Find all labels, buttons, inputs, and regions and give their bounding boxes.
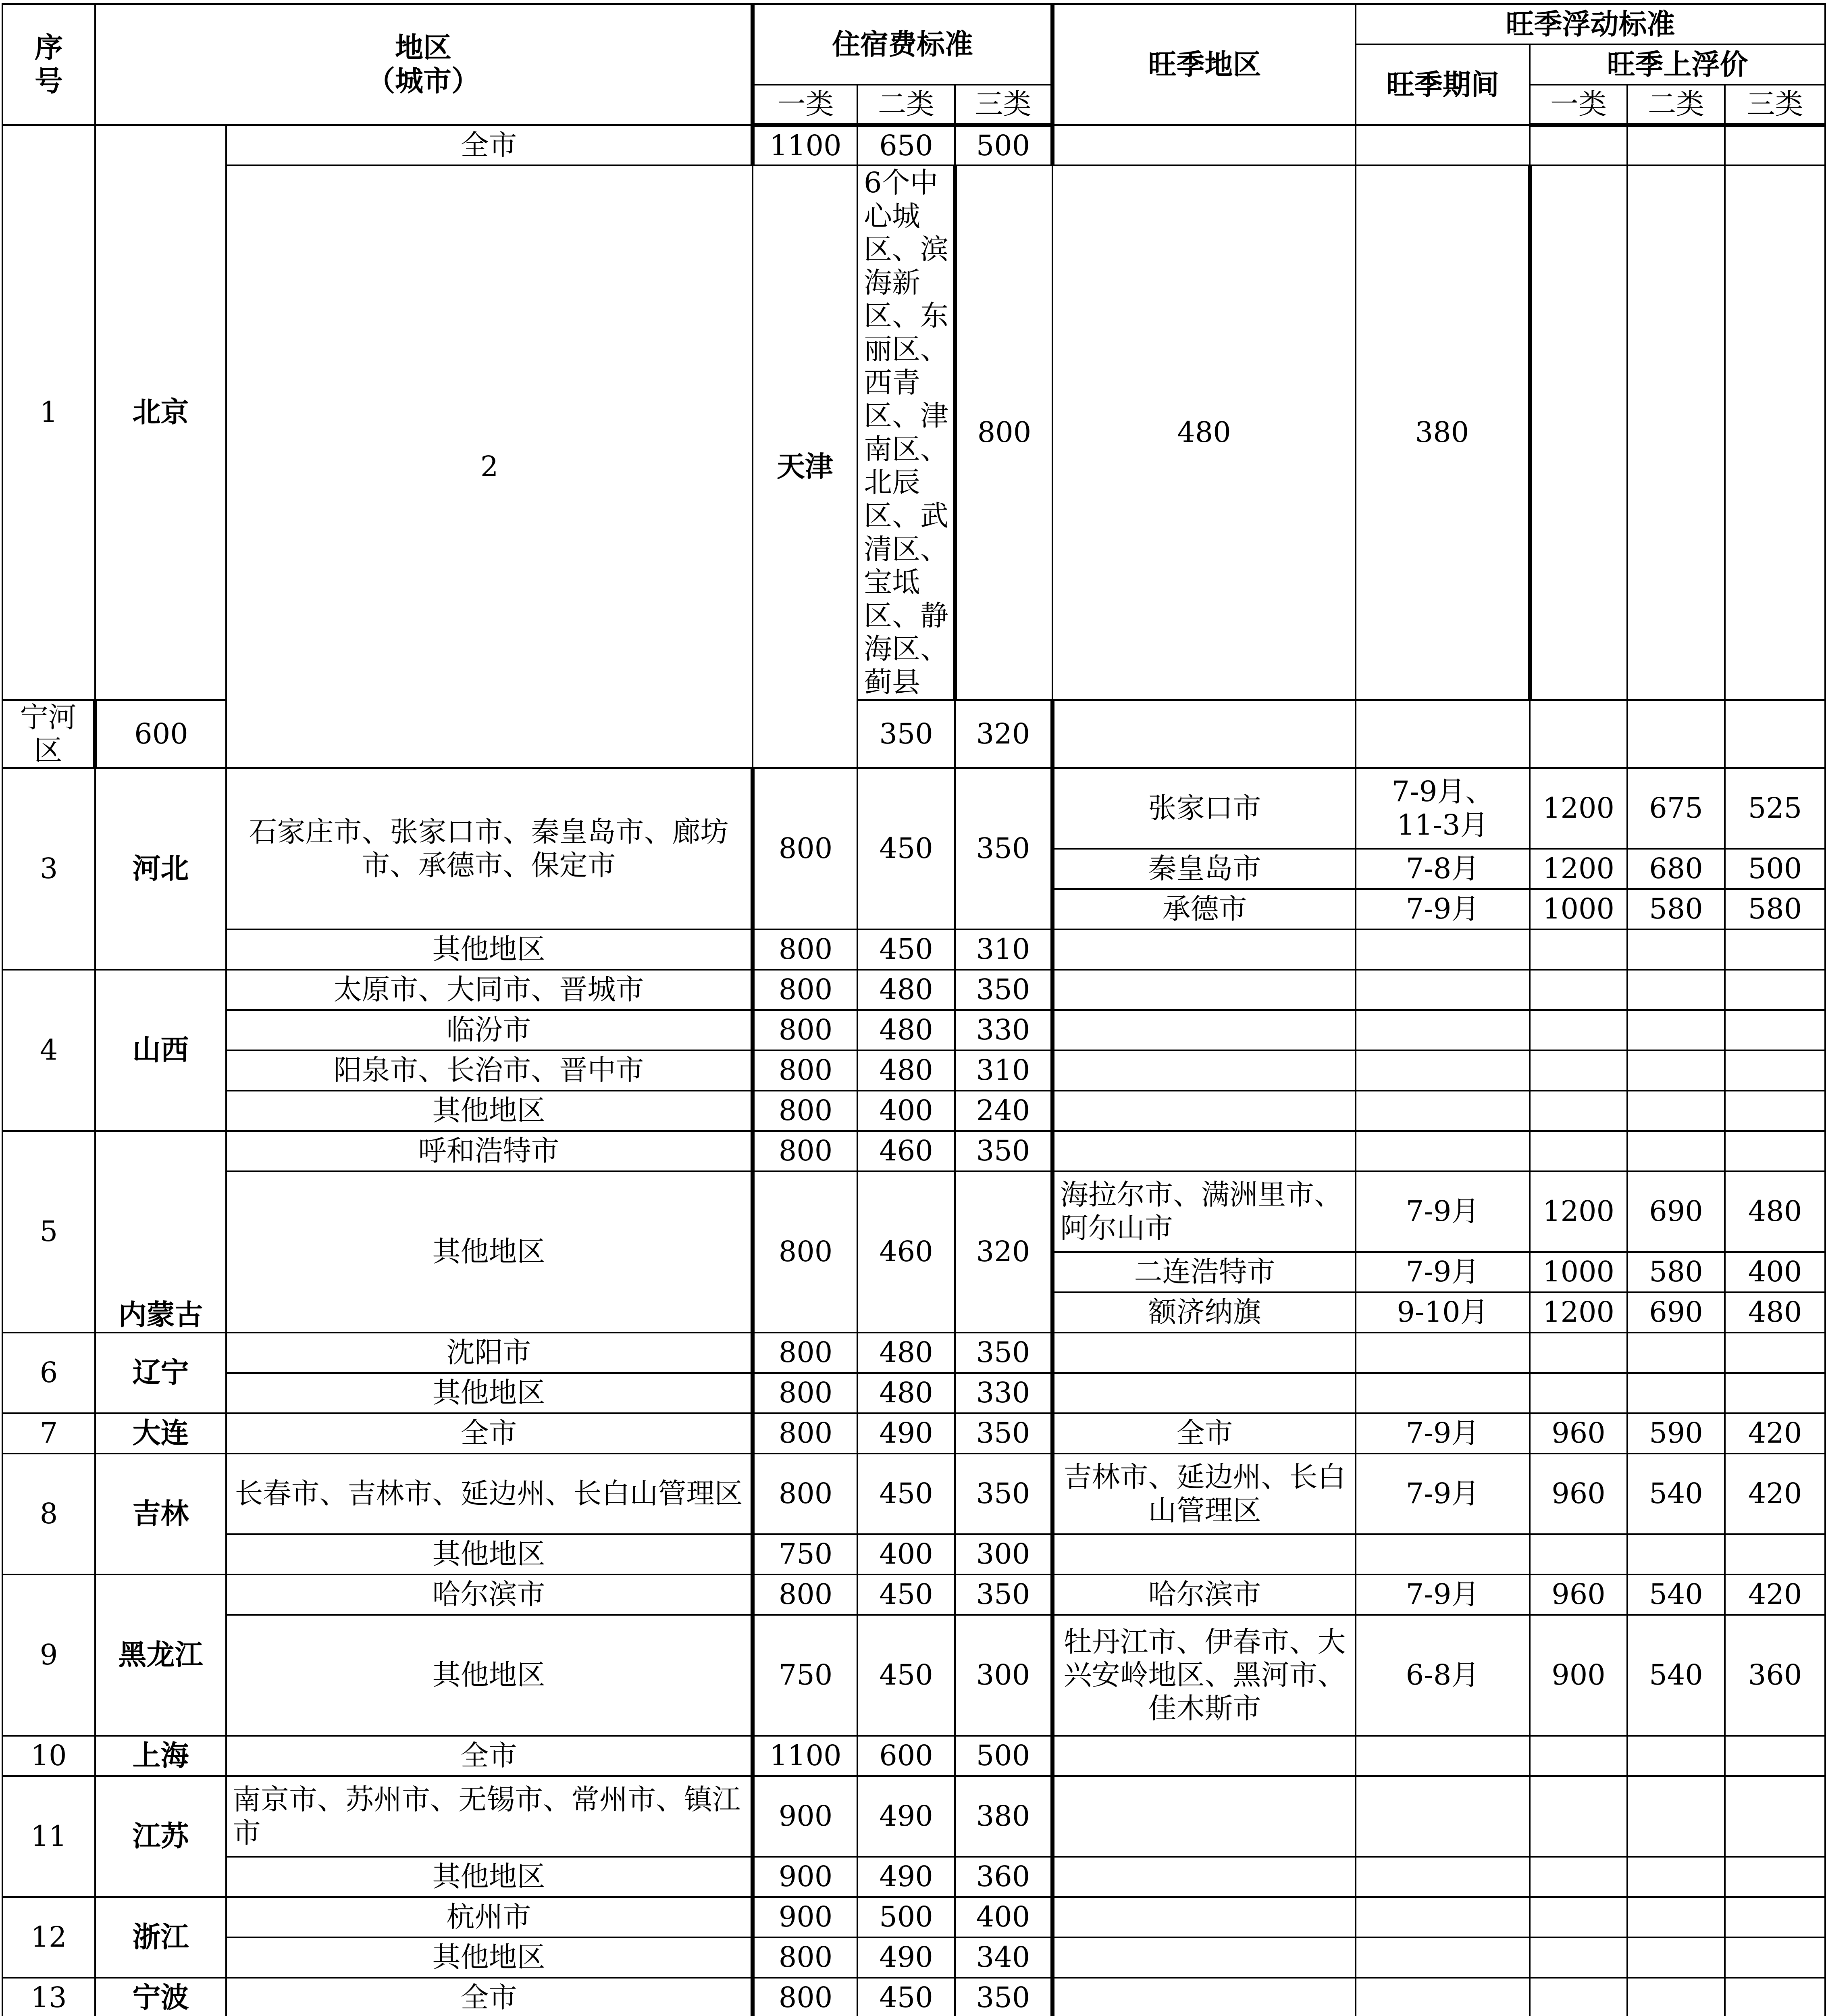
peak-area-cell (1052, 1373, 1356, 1413)
peak-class3-cell (1725, 1897, 1825, 1937)
peak-area-cell (1052, 700, 1356, 768)
peak-period-cell (1356, 1131, 1530, 1171)
class3-rate-cell: 320 (955, 700, 1052, 768)
area-cell: 全市 (226, 125, 753, 165)
class1-rate-cell: 800 (753, 1050, 857, 1091)
class1-rate-cell: 800 (753, 1091, 857, 1131)
header-class2: 二类 (857, 85, 955, 125)
peak-period-cell: 7-9月 (1356, 1574, 1530, 1615)
class2-rate-cell: 490 (857, 1857, 955, 1897)
peak-area-cell: 全市 (1052, 1413, 1356, 1454)
class2-rate-cell: 490 (857, 1413, 955, 1454)
peak-period-cell: 7-9月 (1356, 1454, 1530, 1534)
peak-class3-cell (1725, 1010, 1825, 1050)
seq-cell: 3 (2, 768, 95, 970)
area-cell: 太原市、大同市、晋城市 (226, 970, 753, 1010)
class1-rate-cell: 750 (753, 1615, 857, 1736)
class1-rate-cell: 800 (753, 1978, 857, 2016)
header-peak-uplift: 旺季上浮价 (1530, 44, 1825, 85)
peak-period-cell (1356, 1736, 1530, 1776)
peak-area-cell: 吉林市、延边州、长白山管理区 (1052, 1454, 1356, 1534)
table-row (2, 1010, 1825, 1050)
class3-rate-cell: 500 (955, 1736, 1052, 1776)
peak-period-cell: 7-9月 (1356, 1252, 1530, 1292)
peak-area-cell: 额济纳旗 (1052, 1292, 1356, 1333)
peak-class3-cell: 420 (1725, 1413, 1825, 1454)
peak-class2-cell (1627, 1010, 1725, 1050)
seq-cell: 1 (2, 125, 95, 700)
area-cell: 宁河区 (2, 700, 95, 768)
table-row (2, 1333, 1825, 1373)
province-cell: 宁波 (95, 1978, 226, 2016)
class1-rate-cell: 900 (753, 1897, 857, 1937)
class2-rate-cell: 600 (857, 1736, 955, 1776)
table-row (2, 1978, 1825, 2016)
peak-class2-cell (1627, 1857, 1725, 1897)
class3-rate-cell: 400 (955, 1897, 1052, 1937)
province-cell: 浙江 (95, 1897, 226, 1978)
peak-period-cell (1356, 1373, 1530, 1413)
class2-rate-cell: 480 (857, 1010, 955, 1050)
peak-class1-cell (1530, 1776, 1627, 1857)
area-cell: 临汾市 (226, 1010, 753, 1050)
peak-class3-cell (1725, 1736, 1825, 1776)
class3-rate-cell: 500 (955, 125, 1052, 165)
peak-class1-cell (1530, 1736, 1627, 1776)
table-row (2, 929, 1825, 970)
peak-class1-cell (1530, 1534, 1627, 1574)
class1-rate-cell: 800 (753, 1131, 857, 1171)
seq-cell: 13 (2, 1978, 95, 2016)
header-peak-class2: 二类 (1627, 85, 1725, 125)
peak-period-cell (1356, 1050, 1530, 1091)
class3-rate-cell: 340 (955, 1937, 1052, 1978)
header-peak-class3: 三类 (1725, 85, 1825, 125)
peak-class3-cell: 360 (1725, 1615, 1825, 1736)
peak-area-cell (1052, 1131, 1356, 1171)
peak-period-cell (1356, 125, 1530, 165)
class2-rate-cell: 450 (857, 1454, 955, 1534)
peak-class2-cell (1627, 1937, 1725, 1978)
table-row (2, 1574, 1825, 1615)
peak-class2-cell (1627, 1373, 1725, 1413)
peak-period-cell: 6-8月 (1356, 1615, 1530, 1736)
peak-class3-cell (1725, 125, 1825, 165)
peak-class3-cell: 580 (1725, 889, 1825, 929)
peak-area-cell (1052, 1010, 1356, 1050)
peak-class2-cell (1627, 1776, 1725, 1857)
area-cell: 哈尔滨市 (226, 1574, 753, 1615)
peak-class2-cell: 580 (1627, 889, 1725, 929)
area-cell: 沈阳市 (226, 1333, 753, 1373)
class1-rate-cell: 800 (753, 768, 857, 929)
class3-rate-cell: 350 (955, 1454, 1052, 1534)
peak-period-cell: 7-9月、 11-3月 (1356, 768, 1530, 849)
table-row (2, 1454, 1825, 1534)
table-row (2, 125, 1825, 165)
class1-rate-cell: 800 (753, 1010, 857, 1050)
area-cell: 长春市、吉林市、延边州、长白山管理区 (226, 1454, 753, 1534)
peak-class1-cell (1530, 1091, 1627, 1131)
peak-area-cell (1052, 1050, 1356, 1091)
peak-period-cell (1356, 1776, 1530, 1857)
peak-area-cell (1530, 165, 1627, 700)
class2-rate-cell: 450 (857, 929, 955, 970)
peak-area-cell (1052, 1333, 1356, 1373)
seq-cell: 4 (2, 970, 95, 1131)
peak-class1-cell (1530, 1897, 1627, 1937)
province-cell: 河北 (95, 768, 226, 970)
province-cell: 天津 (753, 165, 857, 768)
class3-rate-cell: 300 (955, 1534, 1052, 1574)
class2-rate-cell: 450 (857, 768, 955, 929)
peak-class1-cell (1530, 1373, 1627, 1413)
peak-area-cell (1052, 1897, 1356, 1937)
peak-class1-cell (1530, 1857, 1627, 1897)
header-class3: 三类 (955, 85, 1052, 125)
class1-rate-cell: 750 (753, 1534, 857, 1574)
table-row (2, 1131, 1825, 1171)
table-row (2, 1091, 1825, 1131)
area-cell: 其他地区 (226, 929, 753, 970)
peak-class1-cell (1725, 165, 1825, 700)
province-cell: 内蒙古 (95, 1131, 226, 1333)
peak-class1-cell (1530, 1978, 1627, 2016)
area-cell: 其他地区 (226, 1534, 753, 1574)
peak-class1-cell (1530, 1937, 1627, 1978)
class3-rate-cell: 350 (955, 768, 1052, 929)
peak-class2-cell: 690 (1627, 1292, 1725, 1333)
peak-class3-cell (1725, 929, 1825, 970)
peak-class1-cell: 1200 (1530, 768, 1627, 849)
class1-rate-cell: 600 (95, 700, 226, 768)
header-region: 地区 （城市） (95, 4, 753, 125)
class2-rate-cell: 460 (857, 1131, 955, 1171)
class2-rate-cell: 350 (857, 700, 955, 768)
class3-rate-cell: 330 (955, 1010, 1052, 1050)
class2-rate-cell: 450 (857, 1978, 955, 2016)
peak-class1-cell: 1200 (1530, 1292, 1627, 1333)
class1-rate-cell: 900 (753, 1776, 857, 1857)
peak-period-cell (1356, 700, 1530, 768)
seq-cell: 2 (226, 165, 753, 768)
peak-class3-cell (1725, 1050, 1825, 1091)
peak-area-cell: 张家口市 (1052, 768, 1356, 849)
peak-class1-cell: 1000 (1530, 1252, 1627, 1292)
table-row (2, 165, 1825, 700)
class1-rate-cell: 1100 (753, 1736, 857, 1776)
peak-class1-cell (1530, 1131, 1627, 1171)
peak-class1-cell (1530, 1050, 1627, 1091)
class1-rate-cell: 800 (753, 1937, 857, 1978)
class3-rate-cell: 350 (955, 1978, 1052, 2016)
peak-class3-cell: 420 (1725, 1574, 1825, 1615)
peak-class2-cell: 690 (1627, 1171, 1725, 1252)
peak-area-cell: 承德市 (1052, 889, 1356, 929)
table-row (2, 970, 1825, 1010)
peak-class2-cell (1627, 1978, 1725, 2016)
peak-class3-cell (1725, 1776, 1825, 1857)
peak-class3-cell (1725, 1857, 1825, 1897)
area-cell: 其他地区 (226, 1091, 753, 1131)
area-cell: 其他地区 (226, 1373, 753, 1413)
class2-rate-cell: 400 (857, 1091, 955, 1131)
seq-cell: 10 (2, 1736, 95, 1776)
peak-class3-cell (1725, 1978, 1825, 2016)
seq-cell: 7 (2, 1413, 95, 1454)
class3-rate-cell: 350 (955, 1131, 1052, 1171)
class1-rate-cell: 800 (753, 1574, 857, 1615)
seq-cell: 5 (2, 1131, 95, 1333)
peak-area-cell: 海拉尔市、满洲里市、阿尔山市 (1052, 1171, 1356, 1252)
peak-class3-cell (1725, 1131, 1825, 1171)
province-cell: 山西 (95, 970, 226, 1131)
peak-class1-cell (1530, 125, 1627, 165)
class2-rate-cell: 460 (857, 1171, 955, 1333)
area-cell: 全市 (226, 1736, 753, 1776)
peak-period-cell (1356, 1091, 1530, 1131)
seq-cell: 9 (2, 1574, 95, 1736)
peak-class1-cell: 1200 (1530, 1171, 1627, 1252)
peak-class1-cell (1530, 929, 1627, 970)
header-lodging-standard: 住宿费标准 (753, 4, 1052, 85)
class2-rate-cell: 480 (857, 1050, 955, 1091)
seq-cell: 12 (2, 1897, 95, 1978)
peak-area-cell (1052, 929, 1356, 970)
area-cell: 其他地区 (226, 1857, 753, 1897)
header-peak-class1: 一类 (1530, 85, 1627, 125)
table-row (2, 1615, 1825, 1736)
class3-rate-cell: 310 (955, 929, 1052, 970)
peak-period-cell: 7-9月 (1356, 889, 1530, 929)
province-cell: 辽宁 (95, 1333, 226, 1413)
peak-area-cell: 牡丹江市、伊春市、大兴安岭地区、黑河市、佳木斯市 (1052, 1615, 1356, 1736)
table-row (2, 1373, 1825, 1413)
peak-area-cell (1052, 1534, 1356, 1574)
peak-class2-cell: 540 (1627, 1574, 1725, 1615)
peak-class1-cell (1530, 1333, 1627, 1373)
peak-area-cell (1052, 1978, 1356, 2016)
class1-rate-cell: 900 (753, 1857, 857, 1897)
peak-class3-cell (1725, 1091, 1825, 1131)
peak-class1-cell: 900 (1530, 1615, 1627, 1736)
peak-area-cell (1052, 1937, 1356, 1978)
peak-period-cell (1356, 1857, 1530, 1897)
peak-period-cell: 7-9月 (1356, 1171, 1530, 1252)
peak-class2-cell: 675 (1627, 768, 1725, 849)
class1-rate-cell: 800 (753, 1333, 857, 1373)
seq-cell: 8 (2, 1454, 95, 1574)
class3-rate-cell: 240 (955, 1091, 1052, 1131)
class1-rate-cell: 800 (753, 1413, 857, 1454)
class3-rate-cell: 380 (955, 1776, 1052, 1857)
peak-period-cell (1356, 1978, 1530, 2016)
peak-period-cell (1627, 165, 1725, 700)
peak-class3-cell: 500 (1725, 849, 1825, 889)
peak-class3-cell: 480 (1725, 1292, 1825, 1333)
peak-class2-cell (1627, 125, 1725, 165)
peak-area-cell: 二连浩特市 (1052, 1252, 1356, 1292)
table-row (2, 1534, 1825, 1574)
peak-class2-cell (1627, 970, 1725, 1010)
header-class1: 一类 (753, 85, 857, 125)
class1-rate-cell: 800 (753, 1373, 857, 1413)
class1-rate-cell: 1100 (753, 125, 857, 165)
area-cell: 南京市、苏州市、无锡市、常州市、镇江市 (226, 1776, 753, 1857)
peak-period-cell: 9-10月 (1356, 1292, 1530, 1333)
peak-area-cell (1052, 1776, 1356, 1857)
area-cell: 其他地区 (226, 1615, 753, 1736)
peak-class1-cell (1530, 970, 1627, 1010)
province-cell: 江苏 (95, 1776, 226, 1897)
class3-rate-cell: 310 (955, 1050, 1052, 1091)
province-cell: 北京 (95, 125, 226, 700)
province-cell: 吉林 (95, 1454, 226, 1574)
peak-area-cell: 秦皇岛市 (1052, 849, 1356, 889)
area-cell: 阳泉市、长治市、晋中市 (226, 1050, 753, 1091)
peak-class1-cell: 960 (1530, 1454, 1627, 1534)
peak-class2-cell (1627, 1333, 1725, 1373)
peak-class1-cell: 960 (1530, 1574, 1627, 1615)
area-cell: 呼和浩特市 (226, 1131, 753, 1171)
class3-rate-cell: 330 (955, 1373, 1052, 1413)
class3-rate-cell: 360 (955, 1857, 1052, 1897)
province-cell: 黑龙江 (95, 1574, 226, 1736)
area-cell: 6个中心城区、滨海新区、东丽区、西青区、津南区、北辰区、武清区、宝坻区、静海区、蓟县 (857, 165, 955, 700)
peak-class1-cell (1530, 700, 1627, 768)
table-row (2, 1857, 1825, 1897)
peak-period-cell (1356, 1534, 1530, 1574)
class2-rate-cell: 480 (1052, 165, 1356, 700)
peak-area-cell (1052, 125, 1356, 165)
peak-class1-cell: 1000 (1530, 889, 1627, 929)
peak-class3-cell (1725, 970, 1825, 1010)
class2-rate-cell: 500 (857, 1897, 955, 1937)
peak-class2-cell: 590 (1627, 1413, 1725, 1454)
peak-class2-cell (1627, 1050, 1725, 1091)
table-row (2, 1937, 1825, 1978)
table-row (2, 1050, 1825, 1091)
peak-area-cell (1052, 1736, 1356, 1776)
table-row (2, 768, 1825, 849)
table-row (2, 1897, 1825, 1937)
area-cell: 全市 (226, 1413, 753, 1454)
peak-class3-cell (1725, 1534, 1825, 1574)
area-cell: 全市 (226, 1978, 753, 2016)
class1-rate-cell: 800 (753, 970, 857, 1010)
peak-class2-cell: 580 (1627, 1252, 1725, 1292)
peak-class2-cell (1627, 1897, 1725, 1937)
class2-rate-cell: 450 (857, 1615, 955, 1736)
peak-class2-cell (1627, 1534, 1725, 1574)
peak-class2-cell (1627, 1736, 1725, 1776)
peak-period-cell (1356, 1897, 1530, 1937)
peak-class3-cell: 420 (1725, 1454, 1825, 1534)
class1-rate-cell: 800 (753, 1171, 857, 1333)
peak-class2-cell (1627, 1131, 1725, 1171)
class1-rate-cell: 800 (753, 1454, 857, 1534)
peak-class2-cell (1627, 929, 1725, 970)
class3-rate-cell: 320 (955, 1171, 1052, 1333)
class3-rate-cell: 300 (955, 1615, 1052, 1736)
header-peak-float: 旺季浮动标准 (1356, 4, 1825, 44)
class2-rate-cell: 450 (857, 1574, 955, 1615)
peak-area-cell: 哈尔滨市 (1052, 1574, 1356, 1615)
peak-class2-cell: 680 (1627, 849, 1725, 889)
area-cell: 其他地区 (226, 1937, 753, 1978)
header-seq: 序 号 (2, 4, 95, 125)
peak-class2-cell: 540 (1627, 1454, 1725, 1534)
peak-period-cell: 7-8月 (1356, 849, 1530, 889)
class3-rate-cell: 350 (955, 1413, 1052, 1454)
peak-class2-cell: 540 (1627, 1615, 1725, 1736)
peak-class3-cell: 480 (1725, 1171, 1825, 1252)
province-cell: 上海 (95, 1736, 226, 1776)
class1-rate-cell: 800 (753, 929, 857, 970)
class3-rate-cell: 350 (955, 970, 1052, 1010)
class2-rate-cell: 490 (857, 1937, 955, 1978)
seq-cell: 6 (2, 1333, 95, 1413)
province-cell: 大连 (95, 1413, 226, 1454)
seq-cell: 11 (2, 1776, 95, 1897)
area-cell: 石家庄市、张家口市、秦皇岛市、廊坊市、承德市、保定市 (226, 768, 753, 929)
class2-rate-cell: 480 (857, 1333, 955, 1373)
area-cell: 杭州市 (226, 1897, 753, 1937)
peak-class3-cell (1725, 1333, 1825, 1373)
peak-period-cell (1356, 970, 1530, 1010)
header-peak-region: 旺季地区 (1052, 4, 1356, 125)
peak-class2-cell (1627, 1091, 1725, 1131)
class2-rate-cell: 400 (857, 1534, 955, 1574)
peak-period-cell (1356, 1010, 1530, 1050)
peak-class3-cell (1725, 1373, 1825, 1413)
peak-class1-cell: 960 (1530, 1413, 1627, 1454)
area-cell: 其他地区 (226, 1171, 753, 1333)
peak-class3-cell (1725, 700, 1825, 768)
class2-rate-cell: 480 (857, 1373, 955, 1413)
peak-class2-cell (1627, 700, 1725, 768)
peak-class1-cell (1530, 1010, 1627, 1050)
table-row (2, 1171, 1825, 1252)
class3-rate-cell: 350 (955, 1574, 1052, 1615)
table-row (2, 1413, 1825, 1454)
class1-rate-cell: 800 (955, 165, 1052, 700)
class2-rate-cell: 480 (857, 970, 955, 1010)
peak-class1-cell: 1200 (1530, 849, 1627, 889)
peak-period-cell: 7-9月 (1356, 1413, 1530, 1454)
peak-period-cell (1356, 1333, 1530, 1373)
class2-rate-cell: 650 (857, 125, 955, 165)
peak-class3-cell: 400 (1725, 1252, 1825, 1292)
peak-area-cell (1052, 970, 1356, 1010)
class3-rate-cell: 350 (955, 1333, 1052, 1373)
peak-class3-cell: 525 (1725, 768, 1825, 849)
class3-rate-cell: 380 (1356, 165, 1530, 700)
class2-rate-cell: 490 (857, 1776, 955, 1857)
peak-class3-cell (1725, 1937, 1825, 1978)
header-peak-period: 旺季期间 (1356, 44, 1530, 125)
peak-period-cell (1356, 929, 1530, 970)
peak-area-cell (1052, 1857, 1356, 1897)
peak-area-cell (1052, 1091, 1356, 1131)
table-row (2, 1776, 1825, 1857)
peak-period-cell (1356, 1937, 1530, 1978)
lodging-standards-table (2, 3, 1826, 2016)
table-row (2, 1736, 1825, 1776)
